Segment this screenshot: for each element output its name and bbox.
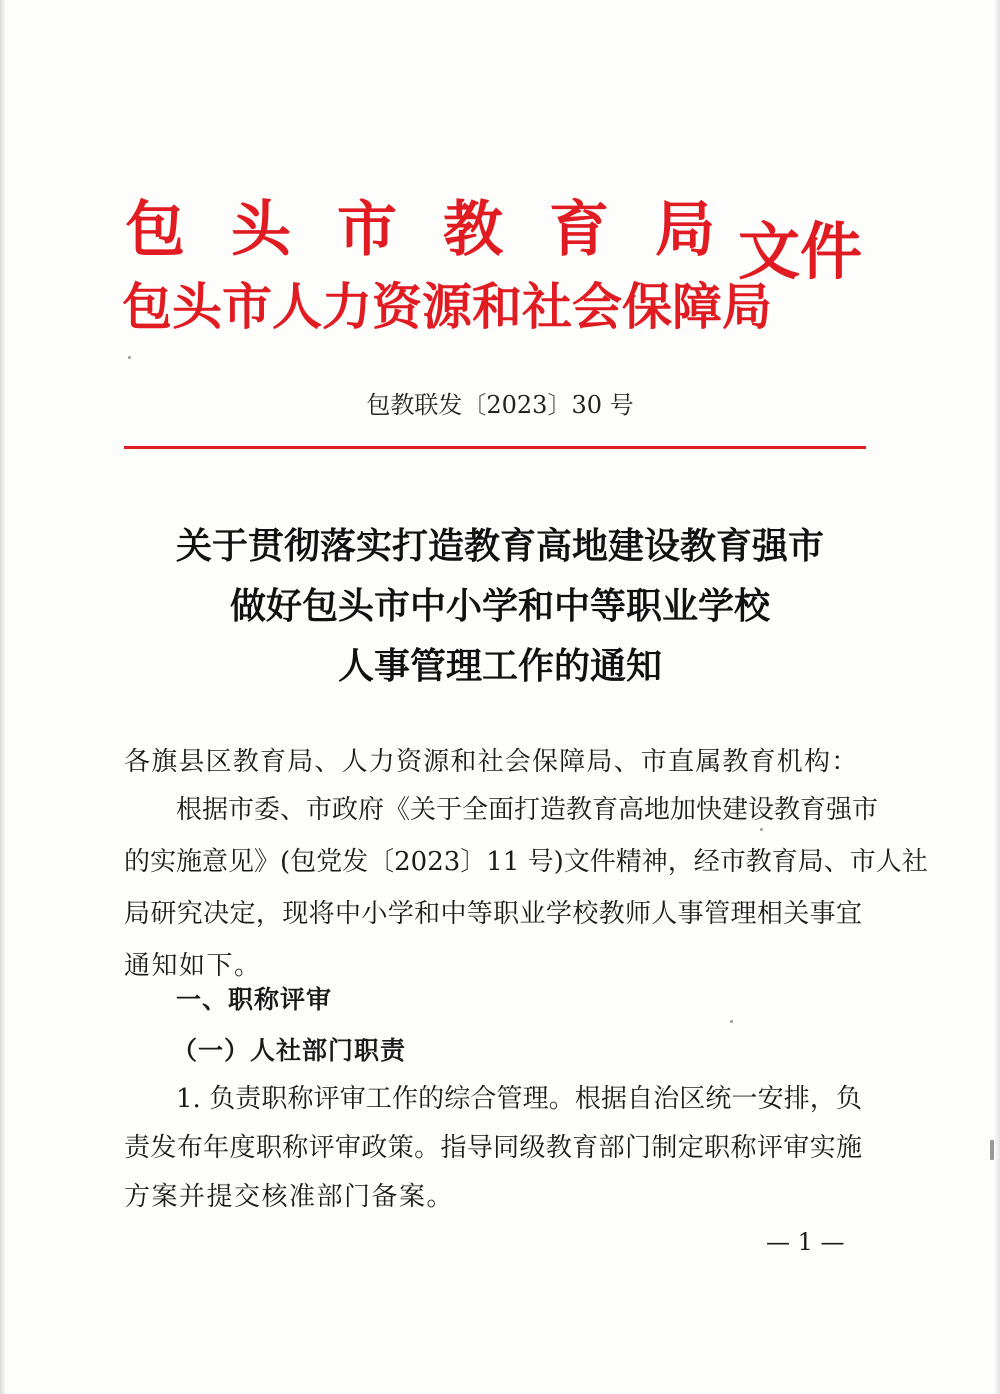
header-char: 包 <box>125 195 185 265</box>
header-char: 局 <box>655 195 715 265</box>
paragraph-line: 局研究决定，现将中小学和中等职业学校教师人事管理相关事宜 <box>124 899 862 929</box>
section-heading-1: 一、职称评审 <box>176 985 333 1014</box>
body-item-1 <box>124 1080 862 1227</box>
scan-speck <box>730 1020 733 1023</box>
subsection-heading-1: （一）人社部门职责 <box>172 1036 407 1065</box>
header-char: 市 <box>337 195 397 265</box>
paragraph-line: 通知如下。 <box>124 951 262 981</box>
paragraph-line: 的实施意见》(包党发〔2023〕11 号)文件精神，经市教育局、市人社 <box>124 847 928 877</box>
header-document-suffix: 文件 <box>738 215 863 288</box>
scan-speck <box>760 828 763 831</box>
header-char: 教 <box>443 195 503 265</box>
scan-edge-right <box>994 0 1000 1394</box>
scan-speck <box>990 1140 994 1160</box>
header-issuer-line2: 包头市人力资源和社会保障局 <box>122 277 772 336</box>
title-line-2: 做好包头市中小学和中等职业学校 <box>229 586 770 627</box>
salutation: 各旗县区教育局、人力资源和社会保障局、市直属教育机构： <box>124 747 859 777</box>
header-issuer-line1 <box>125 192 715 268</box>
title-line-1: 关于贯彻落实打造教育高地建设教育强市 <box>175 526 824 567</box>
scan-edge-left <box>0 0 6 1394</box>
scan-speck <box>128 356 131 359</box>
page-number: — 1 — <box>766 1228 845 1256</box>
header-char: 头 <box>231 195 291 265</box>
document-number: 包教联发〔2023〕30 号 <box>366 391 634 419</box>
paragraph-line: 根据市委、市政府《关于全面打造教育高地加快建设教育强市 <box>176 795 879 825</box>
paragraph-line: 1. 负责职称评审工作的综合管理。根据自治区统一安排，负 <box>176 1084 862 1114</box>
header-char: 育 <box>549 195 609 265</box>
title-line-3: 人事管理工作的通知 <box>337 646 662 687</box>
red-separator-line <box>124 446 866 449</box>
body-paragraph-1 <box>124 791 928 999</box>
paragraph-line: 方案并提交核准部门备案。 <box>124 1182 455 1212</box>
paragraph-line: 责发布年度职称评审政策。指导同级教育部门制定职称评审实施 <box>124 1133 862 1163</box>
